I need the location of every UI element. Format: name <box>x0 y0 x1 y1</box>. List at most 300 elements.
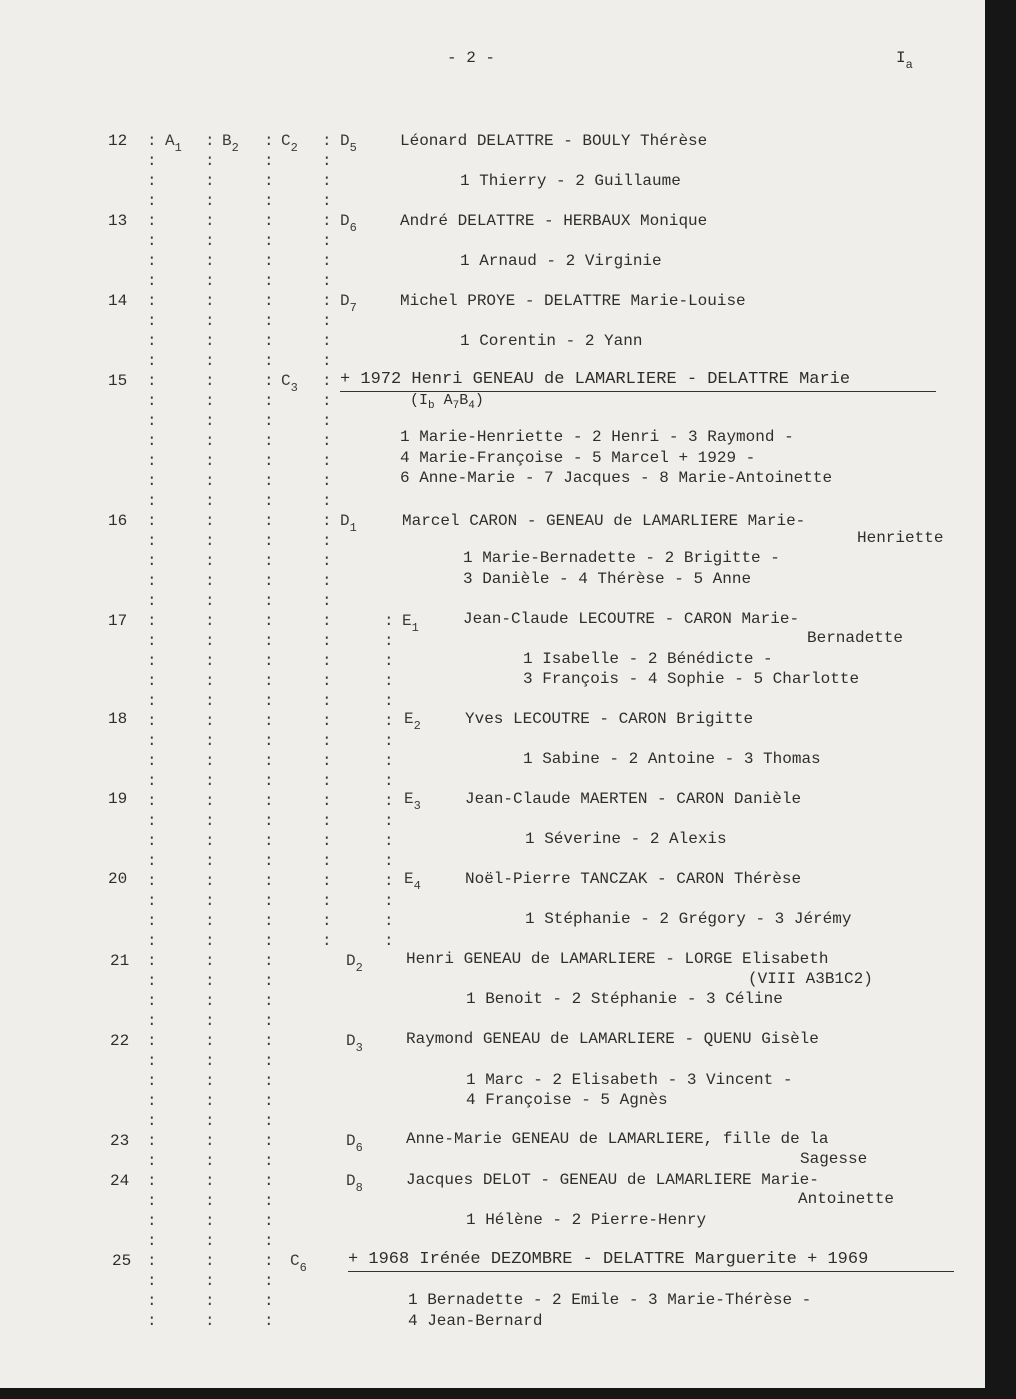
colon-separator: : <box>147 732 157 750</box>
colon-separator: : <box>147 992 157 1010</box>
couple-line-underlined: + 1968 Irénée DEZOMBRE - DELATTRE Marguerite + 1969 <box>348 1250 869 1269</box>
colon-separator: : <box>384 772 394 790</box>
colon-separator: : <box>205 692 215 710</box>
colon-separator: : <box>147 892 157 910</box>
colon-separator: : <box>205 412 215 430</box>
colon-separator: : <box>147 1072 157 1090</box>
generation-d: $D_8$ <box>346 1172 363 1195</box>
colon-separator: : <box>384 612 394 630</box>
colon-separator: : <box>264 692 274 710</box>
colon-separator: : <box>384 732 394 750</box>
row-number: 16 <box>108 512 128 530</box>
children-line: 6 Anne-Marie - 7 Jacques - 8 Marie-Antoinette <box>400 469 833 487</box>
children-line: 1 Bernadette - 2 Emile - 3 Marie-Thérèse - <box>408 1291 812 1309</box>
colon-separator: : <box>322 452 332 470</box>
colon-separator: : <box>205 392 215 410</box>
colon-separator: : <box>205 992 215 1010</box>
row-number: 18 <box>108 710 128 728</box>
colon-separator: : <box>205 252 215 270</box>
colon-separator: : <box>322 432 332 450</box>
children-line: 1 Isabelle - 2 Bénédicte - <box>523 650 773 668</box>
colon-separator: : <box>264 852 274 870</box>
colon-separator: : <box>205 812 215 830</box>
colon-separator: : <box>264 732 274 750</box>
colon-separator: : <box>147 1192 157 1210</box>
colon-separator: : <box>147 552 157 570</box>
colon-separator: : <box>205 1032 215 1050</box>
colon-separator: : <box>264 652 274 670</box>
couple-line: Yves LECOUTRE - CARON Brigitte <box>465 710 754 728</box>
colon-separator: : <box>147 952 157 970</box>
colon-separator: : <box>147 1052 157 1070</box>
children-line: 4 Françoise - 5 Agnès <box>466 1091 668 1109</box>
colon-separator: : <box>322 892 332 910</box>
colon-separator: : <box>264 312 274 330</box>
colon-separator: : <box>264 612 274 630</box>
children-line: 4 Marie-Françoise - 5 Marcel + 1929 - <box>400 449 756 467</box>
children-line: 1 Marie-Henriette - 2 Henri - 3 Raymond - <box>400 428 794 446</box>
colon-separator: : <box>205 272 215 290</box>
colon-separator: : <box>205 1112 215 1130</box>
colon-separator: : <box>264 292 274 310</box>
colon-separator: : <box>147 1232 157 1250</box>
colon-separator: : <box>205 912 215 930</box>
generation-b: $B_2$ <box>222 132 239 155</box>
colon-separator: : <box>147 1092 157 1110</box>
couple-line: Léonard DELATTRE - BOULY Thérèse <box>400 132 708 150</box>
colon-separator: : <box>205 172 215 190</box>
colon-separator: : <box>264 752 274 770</box>
colon-separator: : <box>205 712 215 730</box>
colon-separator: : <box>264 352 274 370</box>
generation-c: $C_3$ <box>281 372 298 395</box>
scan-edge-bottom <box>0 1388 1016 1399</box>
colon-separator: : <box>384 872 394 890</box>
colon-separator: : <box>264 1192 274 1210</box>
colon-separator: : <box>322 572 332 590</box>
colon-separator: : <box>147 932 157 950</box>
colon-separator: : <box>322 212 332 230</box>
colon-separator: : <box>384 852 394 870</box>
colon-separator: : <box>264 952 274 970</box>
colon-separator: : <box>264 192 274 210</box>
colon-separator: : <box>147 1032 157 1050</box>
colon-separator: : <box>322 652 332 670</box>
colon-separator: : <box>384 692 394 710</box>
colon-separator: : <box>264 532 274 550</box>
couple-line-continued: Sagesse <box>800 1150 868 1168</box>
generation-d: $D_7$ <box>340 292 357 315</box>
children-line: 1 Séverine - 2 Alexis <box>525 830 727 848</box>
generation-c: $C_6$ <box>290 1252 307 1275</box>
colon-separator: : <box>147 752 157 770</box>
generation-d: $D_1$ <box>340 512 357 535</box>
colon-separator: : <box>384 792 394 810</box>
colon-separator: : <box>147 152 157 170</box>
colon-separator: : <box>264 1152 274 1170</box>
colon-separator: : <box>264 1252 274 1270</box>
couple-line: Henri GENEAU de LAMARLIERE - LORGE Elisabeth <box>406 950 829 968</box>
colon-separator: : <box>264 712 274 730</box>
colon-separator: : <box>147 232 157 250</box>
page-number: - 2 - <box>447 49 496 67</box>
colon-separator: : <box>147 132 157 150</box>
generation-d: $D_5$ <box>340 132 357 155</box>
colon-separator: : <box>384 812 394 830</box>
colon-separator: : <box>264 172 274 190</box>
colon-separator: : <box>264 432 274 450</box>
colon-separator: : <box>147 912 157 930</box>
row-number: 14 <box>108 292 128 310</box>
colon-separator: : <box>264 392 274 410</box>
row-number: 19 <box>108 790 128 808</box>
colon-separator: : <box>322 412 332 430</box>
colon-separator: : <box>264 1012 274 1030</box>
children-line: 1 Hélène - 2 Pierre-Henry <box>466 1211 707 1229</box>
colon-separator: : <box>264 412 274 430</box>
colon-separator: : <box>384 672 394 690</box>
colon-separator: : <box>147 272 157 290</box>
colon-separator: : <box>205 1272 215 1290</box>
colon-separator: : <box>147 252 157 270</box>
colon-separator: : <box>264 1172 274 1190</box>
generation-d: $D_2$ <box>346 952 363 975</box>
colon-separator: : <box>147 532 157 550</box>
colon-separator: : <box>205 892 215 910</box>
colon-separator: : <box>205 372 215 390</box>
row-number: 12 <box>108 132 128 150</box>
colon-separator: : <box>147 212 157 230</box>
colon-separator: : <box>264 672 274 690</box>
colon-separator: : <box>147 972 157 990</box>
underline-rule <box>340 391 936 392</box>
colon-separator: : <box>264 272 274 290</box>
colon-separator: : <box>264 212 274 230</box>
colon-separator: : <box>147 172 157 190</box>
colon-separator: : <box>205 292 215 310</box>
colon-separator: : <box>264 792 274 810</box>
colon-separator: : <box>322 172 332 190</box>
colon-separator: : <box>322 932 332 950</box>
colon-separator: : <box>147 1292 157 1310</box>
couple-line: Marcel CARON - GENEAU de LAMARLIERE Marie- <box>402 512 806 530</box>
colon-separator: : <box>205 612 215 630</box>
colon-separator: : <box>264 1052 274 1070</box>
colon-separator: : <box>205 1292 215 1310</box>
colon-separator: : <box>147 572 157 590</box>
colon-separator: : <box>205 652 215 670</box>
colon-separator: : <box>147 772 157 790</box>
couple-line: Michel PROYE - DELATTRE Marie-Louise <box>400 292 746 310</box>
colon-separator: : <box>205 572 215 590</box>
colon-separator: : <box>264 132 274 150</box>
generation-e: $E_3$ <box>404 790 421 813</box>
colon-separator: : <box>322 492 332 510</box>
row-number: 21 <box>110 952 130 970</box>
colon-separator: : <box>205 352 215 370</box>
colon-separator: : <box>322 192 332 210</box>
colon-separator: : <box>322 252 332 270</box>
colon-separator: : <box>384 932 394 950</box>
colon-separator: : <box>147 372 157 390</box>
colon-separator: : <box>147 492 157 510</box>
colon-separator: : <box>322 832 332 850</box>
colon-separator: : <box>205 312 215 330</box>
colon-separator: : <box>147 1212 157 1230</box>
colon-separator: : <box>147 1012 157 1030</box>
section-marker: $I_a$ <box>896 49 913 72</box>
colon-separator: : <box>147 192 157 210</box>
children-line: 1 Benoit - 2 Stéphanie - 3 Céline <box>466 990 783 1008</box>
colon-separator: : <box>264 1132 274 1150</box>
generation-e: $E_1$ <box>402 612 419 635</box>
colon-separator: : <box>205 1252 215 1270</box>
colon-separator: : <box>322 292 332 310</box>
colon-separator: : <box>147 812 157 830</box>
colon-separator: : <box>264 552 274 570</box>
colon-separator: : <box>264 232 274 250</box>
generation-c: $C_2$ <box>281 132 298 155</box>
colon-separator: : <box>322 392 332 410</box>
colon-separator: : <box>205 452 215 470</box>
colon-separator: : <box>147 1172 157 1190</box>
colon-separator: : <box>147 512 157 530</box>
colon-separator: : <box>264 152 274 170</box>
generation-e: $E_2$ <box>404 710 421 733</box>
colon-separator: : <box>264 492 274 510</box>
colon-separator: : <box>205 212 215 230</box>
colon-separator: : <box>205 632 215 650</box>
colon-separator: : <box>322 612 332 630</box>
colon-separator: : <box>205 1232 215 1250</box>
colon-separator: : <box>205 752 215 770</box>
children-line: 3 Danièle - 4 Thérèse - 5 Anne <box>463 570 752 588</box>
colon-separator: : <box>147 472 157 490</box>
colon-separator: : <box>147 452 157 470</box>
colon-separator: : <box>264 452 274 470</box>
colon-separator: : <box>205 1312 215 1330</box>
row-number: 13 <box>108 212 128 230</box>
colon-separator: : <box>147 652 157 670</box>
couple-line-continued: Antoinette <box>798 1190 895 1208</box>
colon-separator: : <box>205 332 215 350</box>
colon-separator: : <box>205 672 215 690</box>
colon-separator: : <box>205 1092 215 1110</box>
colon-separator: : <box>264 992 274 1010</box>
colon-separator: : <box>147 832 157 850</box>
couple-line: Jean-Claude LECOUTRE - CARON Marie- <box>463 610 800 628</box>
colon-separator: : <box>205 532 215 550</box>
colon-separator: : <box>264 632 274 650</box>
colon-separator: : <box>147 312 157 330</box>
children-line: 1 Marie-Bernadette - 2 Brigitte - <box>463 549 780 567</box>
colon-separator: : <box>264 1212 274 1230</box>
colon-separator: : <box>322 472 332 490</box>
colon-separator: : <box>322 592 332 610</box>
couple-line-continued: (VIII A3B1C2) <box>748 970 873 988</box>
colon-separator: : <box>147 672 157 690</box>
colon-separator: : <box>322 732 332 750</box>
generation-a: $A_1$ <box>165 132 182 155</box>
scan-edge-right <box>985 0 1016 1399</box>
couple-line: André DELATTRE - HERBAUX Monique <box>400 212 708 230</box>
couple-line-continued: Bernadette <box>807 629 904 647</box>
colon-separator: : <box>205 972 215 990</box>
couple-line-continued: Henriette <box>857 529 944 547</box>
colon-separator: : <box>322 272 332 290</box>
colon-separator: : <box>384 652 394 670</box>
colon-separator: : <box>205 952 215 970</box>
colon-separator: : <box>264 892 274 910</box>
colon-separator: : <box>205 132 215 150</box>
colon-separator: : <box>264 512 274 530</box>
generation-d: $D_6$ <box>340 212 357 235</box>
colon-separator: : <box>322 692 332 710</box>
colon-separator: : <box>205 1132 215 1150</box>
colon-separator: : <box>147 1252 157 1270</box>
colon-separator: : <box>322 152 332 170</box>
colon-separator: : <box>322 872 332 890</box>
colon-separator: : <box>205 1052 215 1070</box>
colon-separator: : <box>384 912 394 930</box>
row-number: 20 <box>108 870 128 888</box>
colon-separator: : <box>205 192 215 210</box>
colon-separator: : <box>147 692 157 710</box>
colon-separator: : <box>264 252 274 270</box>
colon-separator: : <box>205 592 215 610</box>
colon-separator: : <box>205 1172 215 1190</box>
couple-line-underlined: + 1972 Henri GENEAU de LAMARLIERE - DELATTRE Marie <box>340 370 851 389</box>
colon-separator: : <box>322 672 332 690</box>
colon-separator: : <box>205 472 215 490</box>
colon-separator: : <box>147 432 157 450</box>
colon-separator: : <box>147 1132 157 1150</box>
colon-separator: : <box>322 792 332 810</box>
colon-separator: : <box>147 1152 157 1170</box>
couple-line: Jacques DELOT - GENEAU de LAMARLIERE Marie- <box>406 1171 819 1189</box>
colon-separator: : <box>205 512 215 530</box>
colon-separator: : <box>205 552 215 570</box>
colon-separator: : <box>205 1192 215 1210</box>
colon-separator: : <box>205 832 215 850</box>
colon-separator: : <box>264 1312 274 1330</box>
colon-separator: : <box>147 332 157 350</box>
colon-separator: : <box>322 512 332 530</box>
children-line: 1 Sabine - 2 Antoine - 3 Thomas <box>523 750 821 768</box>
colon-separator: : <box>205 1212 215 1230</box>
colon-separator: : <box>205 932 215 950</box>
colon-separator: : <box>205 232 215 250</box>
colon-separator: : <box>322 852 332 870</box>
colon-separator: : <box>264 1232 274 1250</box>
colon-separator: : <box>147 412 157 430</box>
colon-separator: : <box>264 1292 274 1310</box>
colon-separator: : <box>322 752 332 770</box>
colon-separator: : <box>264 572 274 590</box>
colon-separator: : <box>264 372 274 390</box>
colon-separator: : <box>264 812 274 830</box>
colon-separator: : <box>147 392 157 410</box>
couple-line: Jean-Claude MAERTEN - CARON Danièle <box>465 790 802 808</box>
children-line: 1 Corentin - 2 Yann <box>460 332 643 350</box>
underline-rule <box>348 1271 954 1272</box>
colon-separator: : <box>147 1112 157 1130</box>
colon-separator: : <box>264 592 274 610</box>
colon-separator: : <box>147 632 157 650</box>
colon-separator: : <box>264 1032 274 1050</box>
colon-separator: : <box>384 632 394 650</box>
colon-separator: : <box>322 632 332 650</box>
colon-separator: : <box>322 772 332 790</box>
colon-separator: : <box>264 772 274 790</box>
colon-separator: : <box>264 832 274 850</box>
colon-separator: : <box>264 332 274 350</box>
colon-separator: : <box>264 912 274 930</box>
colon-separator: : <box>322 912 332 930</box>
generation-e: $E_4$ <box>404 870 421 893</box>
children-line: 4 Jean-Bernard <box>408 1312 543 1330</box>
generation-d: $D_3$ <box>346 1032 363 1055</box>
colon-separator: : <box>322 532 332 550</box>
colon-separator: : <box>322 712 332 730</box>
colon-separator: : <box>205 432 215 450</box>
colon-separator: : <box>205 872 215 890</box>
children-line: 1 Arnaud - 2 Virginie <box>460 252 662 270</box>
row-number: 17 <box>108 612 128 630</box>
colon-separator: : <box>384 752 394 770</box>
colon-separator: : <box>205 492 215 510</box>
colon-separator: : <box>147 1272 157 1290</box>
colon-separator: : <box>147 292 157 310</box>
colon-separator: : <box>205 1072 215 1090</box>
colon-separator: : <box>264 472 274 490</box>
colon-separator: : <box>147 612 157 630</box>
colon-separator: : <box>322 352 332 370</box>
generation-d: $D_6$ <box>346 1132 363 1155</box>
row-number: 24 <box>110 1172 130 1190</box>
colon-separator: : <box>264 872 274 890</box>
colon-separator: : <box>264 972 274 990</box>
colon-separator: : <box>322 312 332 330</box>
colon-separator: : <box>205 152 215 170</box>
row-number: 23 <box>110 1132 130 1150</box>
children-line: 1 Stéphanie - 2 Grégory - 3 Jérémy <box>525 910 852 928</box>
colon-separator: : <box>322 232 332 250</box>
colon-separator: : <box>264 932 274 950</box>
colon-separator: : <box>264 1112 274 1130</box>
colon-separator: : <box>205 1152 215 1170</box>
row-number: 22 <box>110 1032 130 1050</box>
colon-separator: : <box>205 792 215 810</box>
colon-separator: : <box>264 1272 274 1290</box>
colon-separator: : <box>147 872 157 890</box>
colon-separator: : <box>384 832 394 850</box>
children-line: 1 Marc - 2 Elisabeth - 3 Vincent - <box>466 1071 793 1089</box>
colon-separator: : <box>147 1312 157 1330</box>
row-number: 15 <box>108 372 128 390</box>
colon-separator: : <box>264 1072 274 1090</box>
colon-separator: : <box>322 332 332 350</box>
colon-separator: : <box>264 1092 274 1110</box>
couple-line: Noël-Pierre TANCZAK - CARON Thérèse <box>465 870 802 888</box>
couple-line: Raymond GENEAU de LAMARLIERE - QUENU Gisèle <box>406 1030 819 1048</box>
colon-separator: : <box>322 132 332 150</box>
colon-separator: : <box>322 552 332 570</box>
couple-line: Anne-Marie GENEAU de LAMARLIERE, fille de la <box>406 1130 829 1148</box>
children-line: 3 François - 4 Sophie - 5 Charlotte <box>523 670 860 688</box>
colon-separator: : <box>147 792 157 810</box>
colon-separator: : <box>322 812 332 830</box>
